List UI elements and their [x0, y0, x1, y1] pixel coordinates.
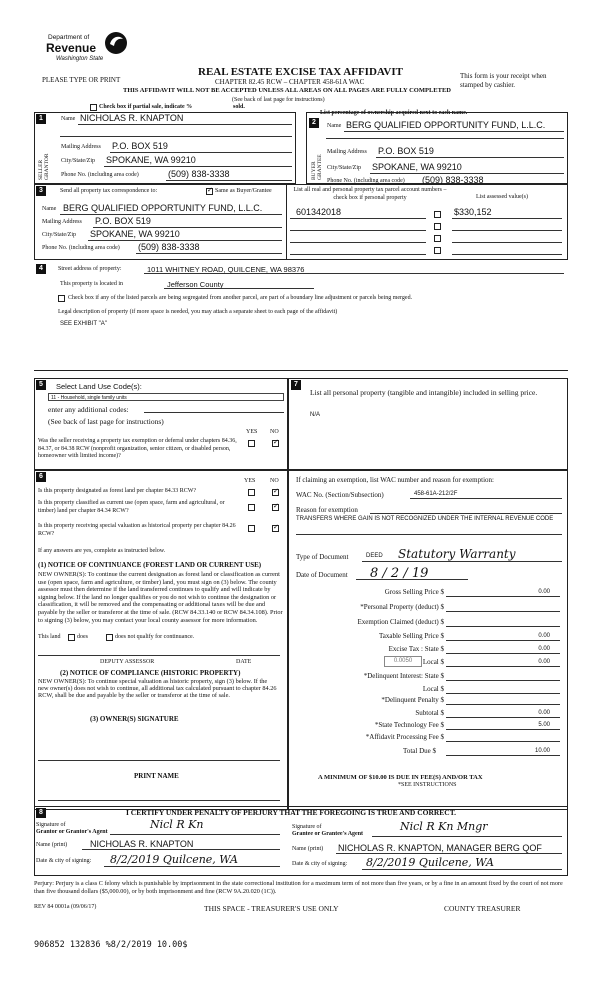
seller-city: SPOKANE, WA 99210 [106, 155, 196, 165]
seller-phone: (509) 838-3338 [168, 169, 230, 179]
logo-emblem-icon [104, 30, 128, 56]
grantee-signature: Nicl R Kn Mngr [400, 820, 488, 833]
historic-title: (2) NOTICE OF COMPLIANCE (HISTORIC PROPERTY) [60, 669, 241, 677]
tax-mail: P.O. BOX 519 [95, 216, 151, 226]
land-no-header: NO [270, 429, 279, 435]
doc-date: 8 / 2 / 19 [370, 566, 429, 581]
land-yes-checkbox[interactable] [248, 440, 255, 447]
logo-state: Washington State [56, 56, 104, 62]
buyer-city-label: City/State/Zip [327, 165, 361, 171]
owner-signature-label: (3) OWNER(S) SIGNATURE [90, 715, 179, 723]
form-title: REAL ESTATE EXCISE TAX AFFIDAVIT [198, 66, 403, 78]
personal-property-checkbox-4[interactable] [434, 247, 441, 254]
continuance-text: NEW OWNER(S): To continue the current designation as forest land or classification as current use (open space, farm and agriculture, or timber) land, you must sign on (3) below. The county assessor must then determine if the land transferred continues to qualify and will indicate by signing below. If the land no longer qualifies or you do not wish to continue the designation or classification, it will be removed and the compensating or additional taxes will be due and payable by the seller or transferor at the time of sale. (RCW 84.33.140 or RCW 84.34.108). Prior to signing (3) below, you may contact your local county assessor for more information. [38, 571, 283, 624]
forest-q2: Is this property classified as current use (open space, farm and agricultural, or timber) land per chapter 84.34 RCW? [38, 500, 225, 514]
send-tax-label: Send all property tax correspondence to: [60, 188, 158, 194]
grantee-sig-label-2: Grantee or Grantee's Agent [292, 831, 364, 837]
interest-local-label: Local $ [422, 685, 444, 693]
total-due-label: Total Due $ [403, 747, 436, 755]
buyer-city: SPOKANE, WA 99210 [372, 162, 462, 172]
legal-description-label: Legal description of property (if more space is needed, you may attach a separate sheet to each page of the affidavit) [58, 309, 338, 315]
certify-text: I CERTIFY UNDER PENALTY OF PERJURY THAT THE FOREGOING IS TRUE AND CORRECT. [126, 808, 457, 817]
local-value: 0.00 [538, 659, 550, 665]
personal-property-checkbox-3[interactable] [434, 235, 441, 242]
street-label: Street address of property: [58, 266, 122, 272]
grantor-name: NICHOLAS R. KNAPTON [90, 839, 194, 849]
doc-type: DEED [366, 553, 383, 559]
partial-sale-checkbox[interactable] [90, 104, 97, 111]
buyer-mail: P.O. BOX 519 [378, 146, 434, 156]
receipt-note: This form is your receipt when stamped by cashier. [460, 72, 547, 89]
forest-q1: Is this property designated as forest land per chapter 84.33 RCW? [38, 488, 197, 494]
doc-date-label: Date of Document [296, 571, 348, 579]
land-see-back: (See back of last page for instructions) [48, 417, 164, 426]
grantee-name-label: Name (print) [292, 846, 324, 852]
historic-text: NEW OWNER(S): To continue special valuation as historic property, sign (3) below. If the new owner(s) does not wish to continue, all additional tax calculated pursuant to chapter 84.26 RCW, shall be due and payable by the seller or transferor at the time of sale. [38, 678, 277, 700]
gross-value: 0.00 [538, 589, 550, 595]
legal-exhibit: SEE EXHIBIT "A" [60, 321, 107, 327]
buyer-mail-label: Mailing Address [327, 149, 367, 155]
personal-deduct-label: *Personal Property (deduct) $ [360, 603, 444, 611]
section-6-number: 6 [36, 472, 46, 482]
forest-no-header: NO [270, 478, 279, 484]
affidavit-fee-label: *Affidavit Processing Fee $ [365, 733, 444, 741]
dor-logo [42, 30, 132, 68]
continuance-title: (1) NOTICE OF CONTINUANCE (FOREST LAND OR CURRENT USE) [38, 561, 262, 569]
located-label: This property is located in [60, 281, 123, 287]
forest-q2-no[interactable] [272, 504, 279, 511]
personal-property-checkbox-1[interactable] [434, 211, 441, 218]
personal-property-label: List all personal property (tangible and intangible) included in selling price. [310, 388, 538, 397]
tax-phone: (509) 838-3338 [138, 242, 200, 252]
seller-mail-label: Mailing Address [61, 144, 101, 150]
grantee-date-label: Date & city of signing: [292, 861, 348, 867]
total-due-value: 10.00 [534, 748, 550, 754]
subtotal-value: 0.00 [538, 710, 550, 716]
minimum-note: A MINIMUM OF $10.00 IS DUE IN FEE(S) AND/OR TAX [318, 774, 483, 781]
segregated-label: Check box if any of the listed parcels are being segregated from another parcel, are part of a boundary line adjustment or parcels being merged. [68, 295, 413, 301]
land-no-checkbox[interactable] [272, 440, 279, 447]
exemption-deduct-label: Exemption Claimed (deduct) $ [357, 618, 444, 626]
section-4-number: 4 [36, 264, 46, 274]
buyer-phone: (509) 838-3338 [422, 175, 484, 185]
doc-type-handwritten: Statutory Warranty [398, 547, 516, 561]
grantor-sig-label-2: Grantor or Grantor's Agent [36, 829, 108, 835]
land-use-code: 11 - Household, single family units [51, 395, 127, 401]
reason-text: TRANSFERS WHERE GAIN IS NOT RECOGNIZED UNDER THE INTERNAL REVENUE CODE [296, 516, 554, 522]
section-7-number: 7 [291, 380, 301, 390]
section-5-number: 5 [36, 380, 46, 390]
forest-q3: Is this property receiving special valuation as historical property per chapter 84.26 RCW? [38, 523, 236, 537]
personal-property-checkbox-2[interactable] [434, 223, 441, 230]
does-not-qualify-checkbox[interactable] [106, 634, 113, 641]
does-qualify-checkbox[interactable] [68, 634, 75, 641]
county-treasurer: COUNTY TREASURER [444, 904, 521, 913]
forest-q3-yes[interactable] [248, 525, 255, 532]
tax-city-label: City/State/Zip [42, 232, 76, 238]
forest-q2-yes[interactable] [248, 504, 255, 511]
form-notice: THIS AFFIDAVIT WILL NOT BE ACCEPTED UNLESS ALL AREAS ON ALL PAGES ARE FULLY COMPLETED [123, 87, 451, 94]
tax-mail-label: Mailing Address [42, 219, 82, 225]
tax-name-label: Name [42, 206, 57, 212]
receipt-stamp: 906852 132836 %8/2/2019 10.00$ [34, 940, 188, 950]
partial-sale-sold: sold. [233, 104, 245, 110]
section-2-number: 2 [309, 118, 319, 128]
seller-city-label: City/State/Zip [61, 158, 95, 164]
penalty-label: *Delinquent Penalty $ [381, 696, 444, 704]
seller-phone-label: Phone No. (including area code) [61, 172, 139, 178]
interest-state-label: *Delinquent Interest: State $ [363, 672, 444, 680]
street-address: 1011 WHITNEY ROAD, QUILCENE, WA 98376 [147, 265, 305, 274]
local-rate: 0.0050 [393, 658, 413, 664]
buyer-name: BERG QUALIFIED OPPORTUNITY FUND, L.L.C. [346, 120, 546, 130]
wac-number: 458-61A-212/2F [414, 491, 458, 497]
gross-label: Gross Selling Price $ [384, 588, 444, 596]
does-not-label: does not qualify for continuance. [115, 634, 195, 640]
excise-state-label: Excise Tax : State $ [388, 645, 444, 653]
seller-name: NICHOLAS R. KNAPTON [80, 113, 184, 123]
partial-sale-label: Check box if partial sale, indicate % [99, 104, 193, 110]
see-instructions: *SEE INSTRUCTIONS [398, 782, 457, 788]
perjury-text: Perjury: Perjury is a class C felony which is punishable by imprisonment in the state correctional institution for a maximum term of not more than five years, or by a fine in an amount fixed by the court of not more than five thousand dollars ($5,000.00), or by both imprisonment and fine (RCW 9A.20.020 (1C)). [34, 880, 563, 895]
parcel-header: List all real and personal property tax parcel account numbers – check box if personal property [293, 187, 447, 201]
logo-dept: Department of [48, 34, 90, 41]
deputy-assessor-label: DEPUTY ASSESSOR [100, 659, 155, 665]
tech-fee-label: *State Technology Fee $ [374, 721, 444, 729]
parcel-number: 601342018 [296, 207, 342, 217]
grantor-signature: Nicl R Kn [150, 818, 204, 831]
grantee-sig-label-1: Signature of [292, 824, 322, 830]
doc-type-label: Type of Document [296, 553, 349, 561]
tax-name: BERG QUALIFIED OPPORTUNITY FUND, L.L.C. [63, 203, 263, 213]
buyer-name-label: Name [327, 123, 342, 129]
grantee-date-city: 8/2/2019 Quilcene, WA [366, 856, 494, 869]
grantee-name: NICHOLAS R. KNAPTON, MANAGER BERG QOF [338, 843, 542, 853]
assessed-value: $330,152 [454, 207, 492, 217]
forest-q1-no[interactable] [272, 489, 279, 496]
reason-label: Reason for exemption [296, 506, 358, 514]
calc-rows [292, 588, 564, 748]
print-name-label: PRINT NAME [134, 772, 179, 780]
grantor-date-label: Date & city of signing: [36, 858, 92, 864]
see-back-note: (See back of last page for instructions) [232, 97, 325, 103]
grantor-date-city: 8/2/2019 Quilcene, WA [110, 853, 238, 866]
additional-codes-label: enter any additional codes: [48, 405, 129, 414]
exemption-label: If claiming an exemption, list WAC number and reason for exemption: [296, 476, 494, 484]
select-land-use-label: Select Land Use Code(s): [56, 382, 142, 391]
county: Jefferson County [167, 280, 224, 289]
buyer-phone-label: Phone No. (including area code) [327, 178, 405, 184]
please-type: PLEASE TYPE OR PRINT [42, 76, 121, 84]
seller-name-label: Name [61, 116, 76, 122]
personal-property-value: N/A [310, 412, 321, 418]
seller-mail: P.O. BOX 519 [112, 141, 168, 151]
same-as-buyer-checkbox[interactable] [206, 188, 213, 195]
taxable-value: 0.00 [538, 633, 550, 639]
forest-yes-header: YES [244, 478, 256, 484]
taxable-label: Taxable Selling Price $ [378, 632, 444, 640]
local-label: Local $ [422, 658, 444, 666]
excise-state-value: 0.00 [538, 646, 550, 652]
does-label: does [77, 634, 88, 640]
forest-q1-yes[interactable] [248, 489, 255, 496]
section-3-number: 3 [36, 186, 46, 196]
land-yes-header: YES [246, 429, 258, 435]
tech-fee-value: 5.00 [538, 722, 550, 728]
same-as-buyer-label: Same as Buyer/Grantee [215, 188, 272, 194]
subtotal-label: Subtotal $ [415, 709, 444, 717]
assessed-header: List assessed value(s) [476, 194, 528, 200]
grantor-sig-label-1: Signature of [36, 822, 66, 828]
section-1-number: 1 [36, 114, 46, 124]
grantor-name-label: Name (print) [36, 842, 68, 848]
date-label: DATE [236, 659, 252, 665]
segregated-checkbox[interactable] [58, 295, 65, 302]
exemption-question: Was the seller receiving a property tax exemption or deferral under chapters 84.36, 84.37, or 84.38 RCW (nonprofit organization, senior citizen, or disabled person, homeowner with limited income)? [38, 438, 237, 459]
buyer-side-label: BUYER GRANTEE [311, 154, 323, 180]
seller-side-label: SELLER GRANTOR [38, 153, 50, 180]
form-chapter: CHAPTER 82.45 RCW – CHAPTER 458-61A WAC [215, 78, 365, 86]
land-use-select[interactable] [48, 393, 284, 401]
tax-city: SPOKANE, WA 99210 [90, 229, 180, 239]
forest-q3-no[interactable] [272, 525, 279, 532]
forest-if-any: If any answers are yes, complete as instructed below. [38, 548, 166, 554]
treasurer-space: THIS SPACE - TREASURER'S USE ONLY [204, 904, 339, 913]
this-land-label: This land [38, 634, 61, 640]
ownership-note: List percentage of ownership acquired next to each name. [320, 110, 468, 116]
logo-revenue: Revenue [46, 41, 97, 55]
tax-phone-label: Phone No. (including area code) [42, 245, 120, 251]
wac-label: WAC No. (Section/Subsection) [296, 491, 384, 499]
local-rate-input[interactable] [384, 656, 422, 667]
rev-form-number: REV 84 0001a (09/06/17) [34, 904, 97, 910]
section-8-number: 8 [36, 808, 46, 818]
